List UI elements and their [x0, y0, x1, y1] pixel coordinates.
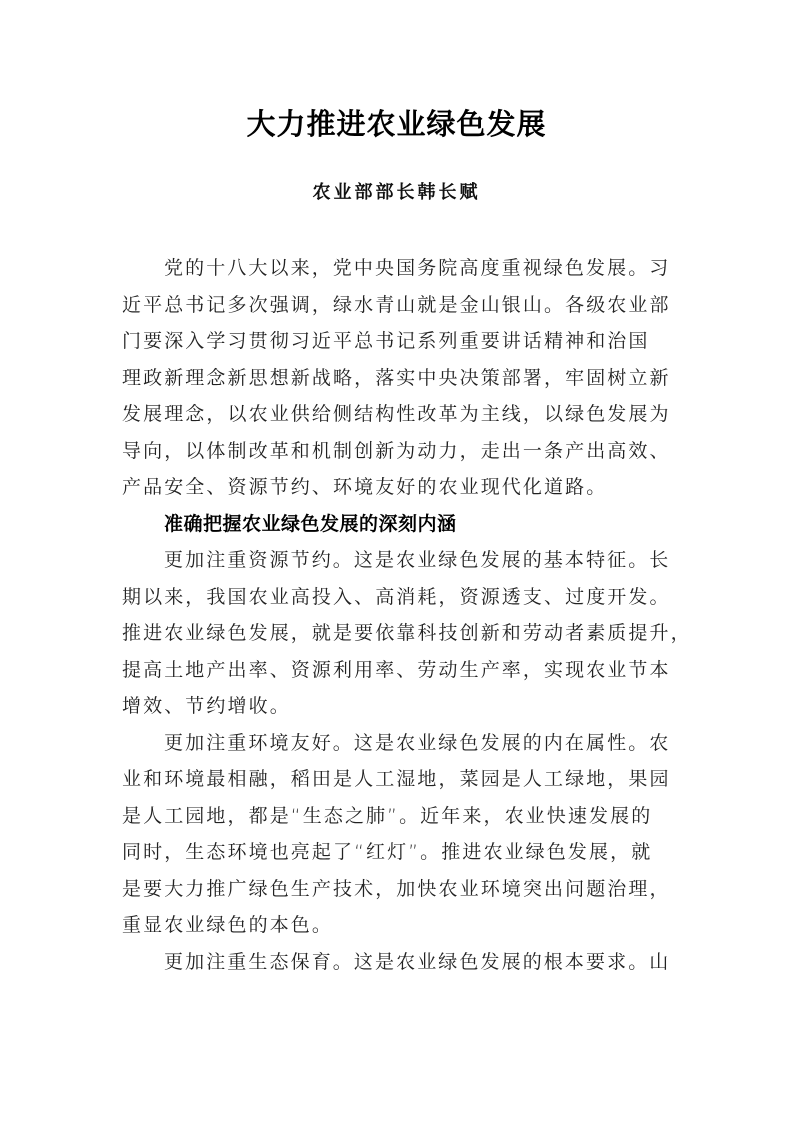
- paragraph-line: 提高土地产出率、资源利用率、劳动生产率，实现农业节本: [122, 658, 671, 681]
- paragraph-line: 推进农业绿色发展，就是要依靠科技创新和劳动者素质提升，: [122, 622, 692, 644]
- paragraph-line: 重显农业绿色的本色。: [122, 914, 334, 936]
- paragraph-line: 同时，生态环境也亮起了“红灯”。推进农业绿色发展，就: [122, 841, 653, 863]
- paragraph-line: 党的十八大以来，党中央国务院高度重视绿色发展。习: [164, 257, 671, 279]
- paragraph-line: 业和环境最相融，稻田是人工湿地，菜园是人工绿地，果园: [122, 768, 671, 790]
- paragraph-line: 期以来，我国农业高投入、高消耗，资源透支、过度开发。: [122, 585, 671, 608]
- section-heading: 准确把握农业绿色发展的深刻内涵: [164, 512, 457, 535]
- paragraph-line: 发展理念，以农业供给侧结构性改革为主线，以绿色发展为: [122, 403, 671, 425]
- paragraph-line: 近平总书记多次强调，绿水青山就是金山银山。各级农业部: [122, 293, 671, 316]
- document-title: 大力推进农业绿色发展: [246, 107, 547, 141]
- paragraph-line: 更加注重环境友好。这是农业绿色发展的内在属性。农: [164, 731, 671, 754]
- paragraph-line: 导向，以体制改革和机制创新为动力，走出一条产出高效、: [122, 439, 671, 462]
- paragraph-line: 更加注重生态保育。这是农业绿色发展的根本要求。山: [164, 950, 671, 973]
- paragraph-line: 门要深入学习贯彻习近平总书记系列重要讲话精神和治国: [122, 330, 650, 352]
- paragraph-line: 理政新理念新思想新战略，落实中央决策部署，牢固树立新: [122, 366, 671, 389]
- paragraph-line: 更加注重资源节约。这是农业绿色发展的基本特征。长: [164, 549, 671, 571]
- paragraph-line: 增效、节约增收。: [122, 695, 291, 717]
- document-author: 农业部部长韩长赋: [312, 182, 481, 203]
- document-body: [122, 250, 692, 980]
- paragraph-line: 是要大力推广绿色生产技术，加快农业环境突出问题治理，: [122, 877, 671, 900]
- paragraph-line: 是人工园地，都是“生态之肺”。近年来，农业快速发展的: [122, 804, 653, 827]
- paragraph-line: 产品安全、资源节约、环境友好的农业现代化道路。: [122, 476, 608, 498]
